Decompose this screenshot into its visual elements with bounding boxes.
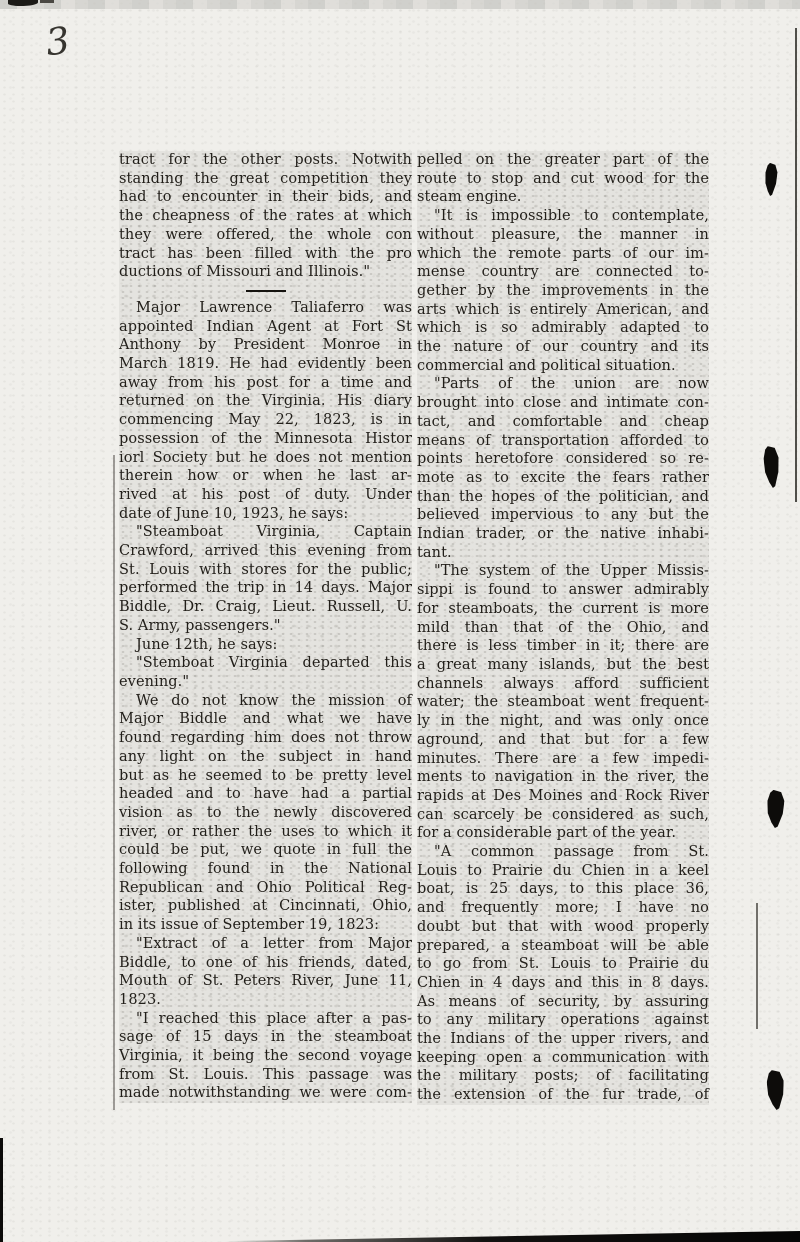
scan-bottom-edge-band xyxy=(225,1229,800,1242)
text-line: the cheapness of the rates at which xyxy=(119,208,412,225)
text-line: "Steamboat Virginia, Captain xyxy=(136,524,412,541)
text-line: sage of 15 days in the steamboat xyxy=(119,1029,412,1046)
text-line: returned on the Virginia. His diary xyxy=(119,393,412,410)
text-line: which the remote parts of our im- xyxy=(417,245,709,262)
text-line: Mouth of St. Peters River, June 11, xyxy=(119,973,412,990)
text-line: rived at his post of duty. Under xyxy=(119,486,412,503)
text-line: river, or rather the uses to which it xyxy=(119,823,412,840)
text-line: Biddle, Dr. Craig, Lieut. Russell, U. xyxy=(119,599,412,616)
text-line: "A common passage from St. xyxy=(434,844,709,861)
paragraph xyxy=(417,207,709,375)
handwritten-page-number: 3 xyxy=(43,18,73,65)
text-line: Virginia, it being the second voyage xyxy=(119,1048,412,1065)
text-line: ments to navigation in the river, the xyxy=(417,769,709,786)
paragraph xyxy=(119,151,412,282)
text-line: Crawford, arrived this evening from xyxy=(119,543,412,560)
text-line: in its issue of September 19, 1823: xyxy=(119,917,380,934)
text-line: but as he seemed to be pretty level xyxy=(119,767,412,784)
text-line: St. Louis with stores for the public; xyxy=(119,561,412,578)
text-line: mild than that of the Ohio, and xyxy=(417,619,709,636)
text-line: ly in the night, and was only once xyxy=(417,713,709,730)
scan-right-edge-line xyxy=(795,28,797,502)
text-line: evening." xyxy=(119,673,190,690)
text-line: Major Biddle and what we have xyxy=(119,711,412,728)
text-line: sippi is found to answer admirably xyxy=(417,582,709,599)
scan-left-edge-strip xyxy=(0,1138,3,1242)
text-line: Major Lawrence Taliaferro was xyxy=(136,299,412,316)
text-line: possession of the Minnesota Histor xyxy=(119,430,412,447)
text-line: doubt but that with wood properly xyxy=(417,918,709,935)
text-line: from St. Louis. This passage was xyxy=(119,1066,412,1083)
text-line: for steamboats, the current is more xyxy=(417,600,709,617)
paragraph xyxy=(417,562,709,843)
text-line: Chien in 4 days and this in 8 days. xyxy=(417,974,709,991)
text-line: As means of security, by assuring xyxy=(417,993,709,1010)
scan-corner-mark-small xyxy=(40,0,54,3)
text-line: Indian trader, or the native inhabi- xyxy=(417,526,709,543)
text-line: believed impervious to any but the xyxy=(417,507,709,524)
text-line: June 12th, he says: xyxy=(136,636,278,653)
text-line: for a considerable part of the year. xyxy=(417,825,677,842)
clipping-left-edge xyxy=(113,455,115,1110)
text-line: without pleasure, the manner in xyxy=(417,226,709,243)
text-line: vision as to the newly discovered xyxy=(119,804,412,821)
text-line: tract has been filled with the pro xyxy=(119,245,412,262)
ink-smudge-1 xyxy=(764,163,778,197)
text-line: the military posts; of facilitating xyxy=(417,1068,709,1085)
text-line: rapids at Des Moines and Rock River xyxy=(417,787,709,804)
text-line: appointed Indian Agent at Fort St xyxy=(119,318,412,335)
text-line: headed and to have had a partial xyxy=(119,786,412,803)
text-line: date of June 10, 1923, he says: xyxy=(119,505,349,522)
text-line: following found in the National xyxy=(119,861,412,878)
text-line: boat, is 25 days, to this place 36, xyxy=(417,881,709,898)
ink-smudge-3 xyxy=(766,790,785,829)
text-line: they were offered, the whole con xyxy=(119,226,412,243)
section-divider xyxy=(246,290,286,292)
text-line: can scarcely be considered as such, xyxy=(417,806,709,823)
ink-smudge-2 xyxy=(763,446,780,489)
paragraph xyxy=(417,375,709,562)
text-line: a great many islands, but the best xyxy=(417,656,709,673)
text-line: commercial and political situation. xyxy=(417,357,676,374)
text-line: aground, and that but for a few xyxy=(417,731,709,748)
text-line: mense country are connected to- xyxy=(417,264,709,281)
text-line: to go from St. Louis to Prairie du xyxy=(417,956,709,973)
scan-top-edge-band xyxy=(0,0,800,9)
paragraph xyxy=(119,523,412,635)
text-line: Republican and Ohio Political Reg- xyxy=(119,879,412,896)
paragraph xyxy=(119,935,412,1010)
text-line: pelled on the greater part of the xyxy=(417,152,709,168)
text-line: than the hopes of the politician, and xyxy=(417,488,709,505)
text-line: ductions of Missouri and Illinois." xyxy=(119,264,371,281)
paragraph xyxy=(119,654,412,691)
ink-smudge-4 xyxy=(766,1070,784,1111)
text-line: channels always afford sufficient xyxy=(417,675,709,692)
text-line: any light on the subject in hand xyxy=(119,748,412,765)
text-line: therein how or when he last ar- xyxy=(119,468,412,485)
text-line: "Parts of the union are now xyxy=(434,376,709,393)
text-line: tact, and comfortable and cheap xyxy=(417,413,709,430)
text-line: there is less timber in it; there are xyxy=(417,638,709,655)
text-line: minutes. There are a few impedi- xyxy=(417,750,709,767)
article-column-left xyxy=(119,151,412,1103)
text-line: performed the trip in 14 days. Major xyxy=(119,580,412,597)
text-line: the nature of our country and its xyxy=(417,339,709,356)
text-line: and frequently more; I have no xyxy=(417,900,709,917)
article-column-right xyxy=(417,151,709,1105)
text-line: ister, published at Cincinnati, Ohio, xyxy=(119,898,412,915)
text-line: steam engine. xyxy=(417,189,522,206)
paragraph xyxy=(119,299,412,523)
text-line: mote as to excite the fears rather xyxy=(417,469,709,486)
text-line: "I reached this place after a pas- xyxy=(136,1010,412,1027)
text-line: route to stop and cut wood for the xyxy=(417,170,709,187)
text-line: tant. xyxy=(417,544,452,561)
text-line: 1823. xyxy=(119,991,162,1008)
paragraph xyxy=(119,1010,412,1104)
text-line: means of transportation afforded to xyxy=(417,432,709,449)
text-line: points heretofore considered so re- xyxy=(417,451,709,468)
text-line: could be put, we quote in full the xyxy=(119,842,412,859)
text-line: the Indians of the upper rivers, and xyxy=(417,1031,709,1048)
clipping-right-edge xyxy=(756,903,758,1029)
text-line: commencing May 22, 1823, is in xyxy=(119,412,412,429)
text-line: standing the great competition they xyxy=(119,170,412,187)
text-line: "Stemboat Virginia departed this xyxy=(136,655,412,672)
text-line: tract for the other posts. Notwith xyxy=(119,152,412,168)
text-line: "The system of the Upper Missis- xyxy=(434,563,709,580)
text-line: Biddle, to one of his friends, dated, xyxy=(119,954,412,971)
paragraph xyxy=(119,636,412,655)
text-line: We do not know the mission of xyxy=(136,692,412,709)
text-line: "It is impossible to contemplate, xyxy=(434,208,709,225)
text-line: "Extract of a letter from Major xyxy=(136,935,412,952)
text-line: to any military operations against xyxy=(417,1012,709,1029)
text-line: brought into close and intimate con- xyxy=(417,395,709,412)
text-line: prepared, a steamboat will be able xyxy=(417,937,709,954)
text-line: had to encounter in their bids, and xyxy=(119,189,412,206)
text-line: away from his post for a time and xyxy=(119,374,412,391)
text-line: iorl Society but he does not mention xyxy=(119,449,412,466)
text-line: keeping open a communication with xyxy=(417,1049,709,1066)
paragraph xyxy=(417,151,709,207)
text-line: S. Army, passengers." xyxy=(119,617,281,634)
text-line: Louis to Prairie du Chien in a keel xyxy=(417,862,709,879)
paragraph xyxy=(119,692,412,935)
text-line: arts which is entirely American, and xyxy=(417,301,709,318)
text-line: which is so admirably adapted to xyxy=(417,320,709,337)
paragraph xyxy=(417,843,709,1105)
text-line: found regarding him does not throw xyxy=(119,730,412,747)
text-line: gether by the improvements in the xyxy=(417,282,709,299)
text-line: water; the steamboat went frequent- xyxy=(417,694,709,711)
text-line: March 1819. He had evidently been xyxy=(119,356,412,373)
text-line: made notwithstanding we were com- xyxy=(119,1085,412,1102)
text-line: the extension of the fur trade, of xyxy=(417,1087,709,1104)
text-line: Anthony by President Monroe in xyxy=(119,337,412,354)
